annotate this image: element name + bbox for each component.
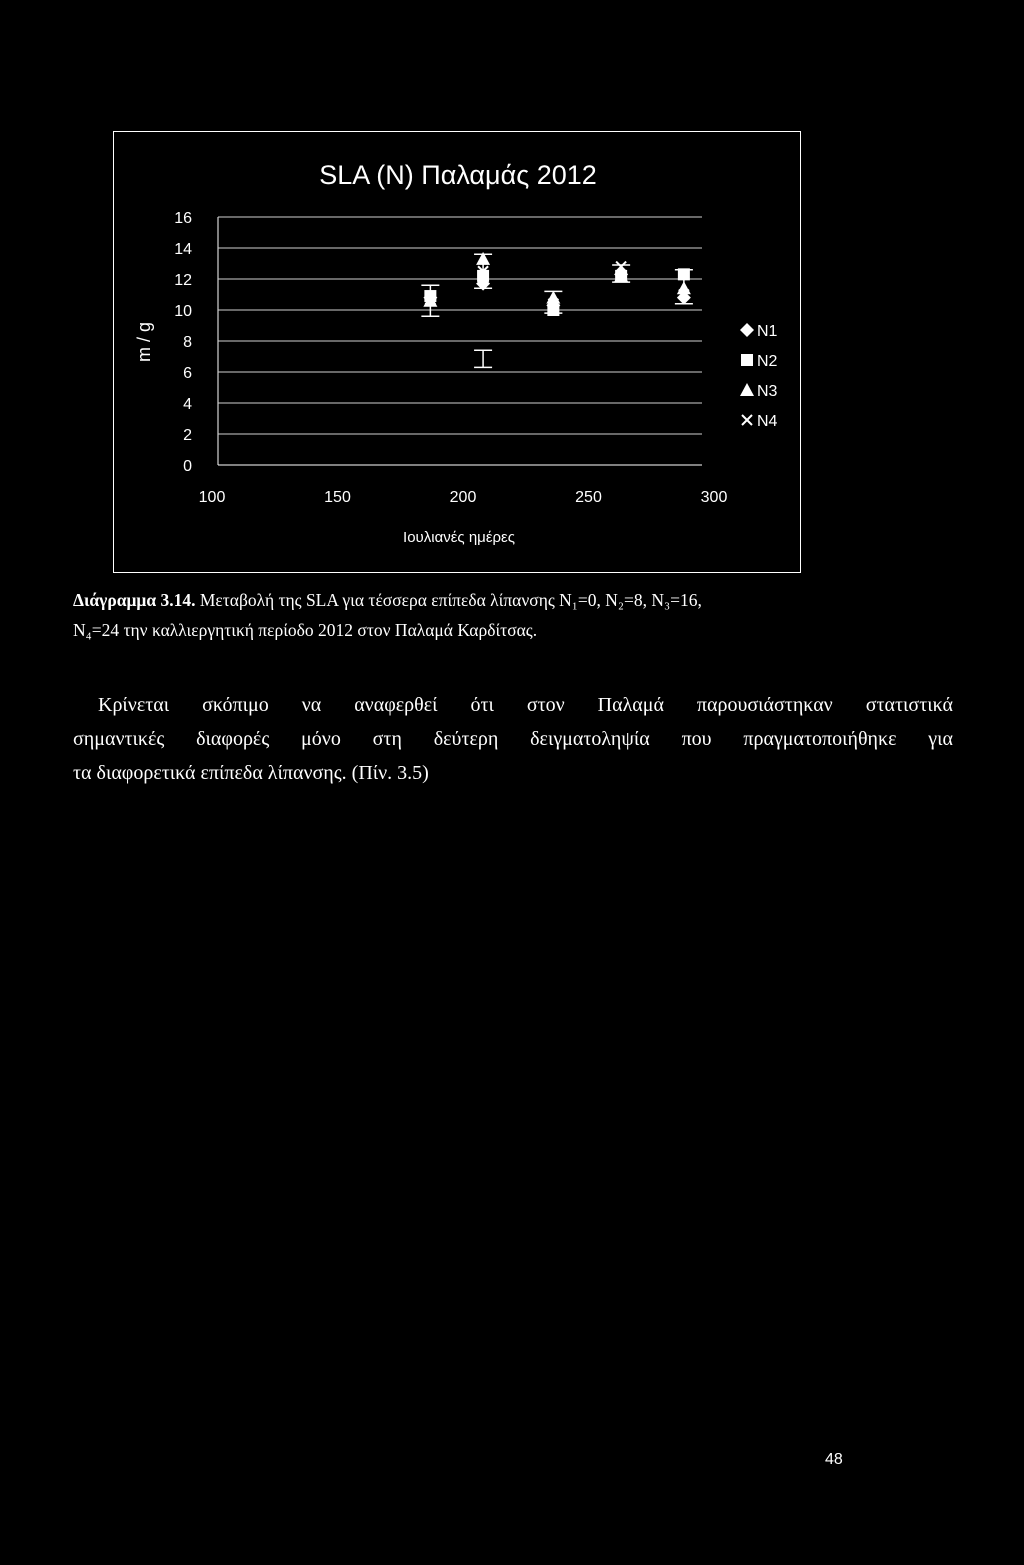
caption-text-line2: N₄=24 την καλλιεργητική περίοδο 2012 στον Παλαμά Καρδίτσας. bbox=[73, 620, 538, 640]
y-tick-label: 12 bbox=[174, 272, 192, 289]
data-point-n2 bbox=[678, 268, 690, 280]
y-axis-label: m / g bbox=[134, 321, 154, 363]
y-tick-label: 10 bbox=[174, 303, 192, 320]
data-point-n2 bbox=[547, 304, 559, 316]
y-tick-label: 14 bbox=[174, 241, 192, 258]
y-tick-label: 4 bbox=[183, 396, 192, 413]
x-tick-label: 200 bbox=[449, 489, 477, 506]
paragraph-line-3: τα διαφορετικά επίπεδα λίπανσης. (Πίν. 3.5) bbox=[73, 762, 429, 784]
chart-title: SLA (N) Παλαμάς 2012 bbox=[319, 160, 597, 190]
caption-text-line1: Μεταβολή της SLA για τέσσερα επίπεδα λίπανσης N₁=0, N₂=8, N₃=16, bbox=[195, 590, 702, 610]
chart bbox=[114, 132, 802, 574]
legend-label-n2: N2 bbox=[757, 353, 778, 370]
y-tick-label: 2 bbox=[183, 427, 192, 444]
legend-marker-n2 bbox=[741, 354, 753, 366]
caption-label: Διάγραμμα 3.14. bbox=[73, 590, 196, 610]
page-number: 48 bbox=[825, 1451, 843, 1468]
legend-marker-n1 bbox=[740, 323, 754, 337]
y-tick-label: 6 bbox=[183, 365, 192, 382]
x-tick-label: 100 bbox=[198, 489, 226, 506]
x-axis-label: Ιουλιανές ημέρες bbox=[403, 529, 515, 546]
chart-frame bbox=[113, 131, 801, 573]
legend-label-n4: N4 bbox=[757, 413, 778, 430]
data-point-n3 bbox=[546, 291, 560, 304]
y-tick-label: 16 bbox=[174, 210, 192, 227]
body-paragraph bbox=[73, 688, 953, 790]
paragraph-line-2: σημαντικές διαφορές μόνο στη δεύτερη δειγματοληψία που πραγματοποιήθηκε για bbox=[73, 728, 953, 750]
legend-label-n1: N1 bbox=[757, 323, 778, 340]
legend-marker-n4 bbox=[742, 415, 752, 425]
figure-caption bbox=[73, 585, 953, 645]
legend-marker-n3 bbox=[740, 383, 754, 396]
x-tick-label: 150 bbox=[324, 489, 351, 506]
paragraph-line-1: Κρίνεται σκόπιμο να αναφερθεί ότι στον Παλαμά παρουσιάστηκαν στατιστικά bbox=[98, 694, 953, 716]
y-tick-label: 0 bbox=[183, 458, 192, 475]
y-tick-label: 8 bbox=[183, 334, 192, 351]
data-point-n3 bbox=[677, 281, 691, 294]
x-tick-label: 300 bbox=[700, 489, 728, 506]
x-tick-label: 250 bbox=[575, 489, 602, 506]
legend-label-n3: N3 bbox=[757, 383, 778, 400]
